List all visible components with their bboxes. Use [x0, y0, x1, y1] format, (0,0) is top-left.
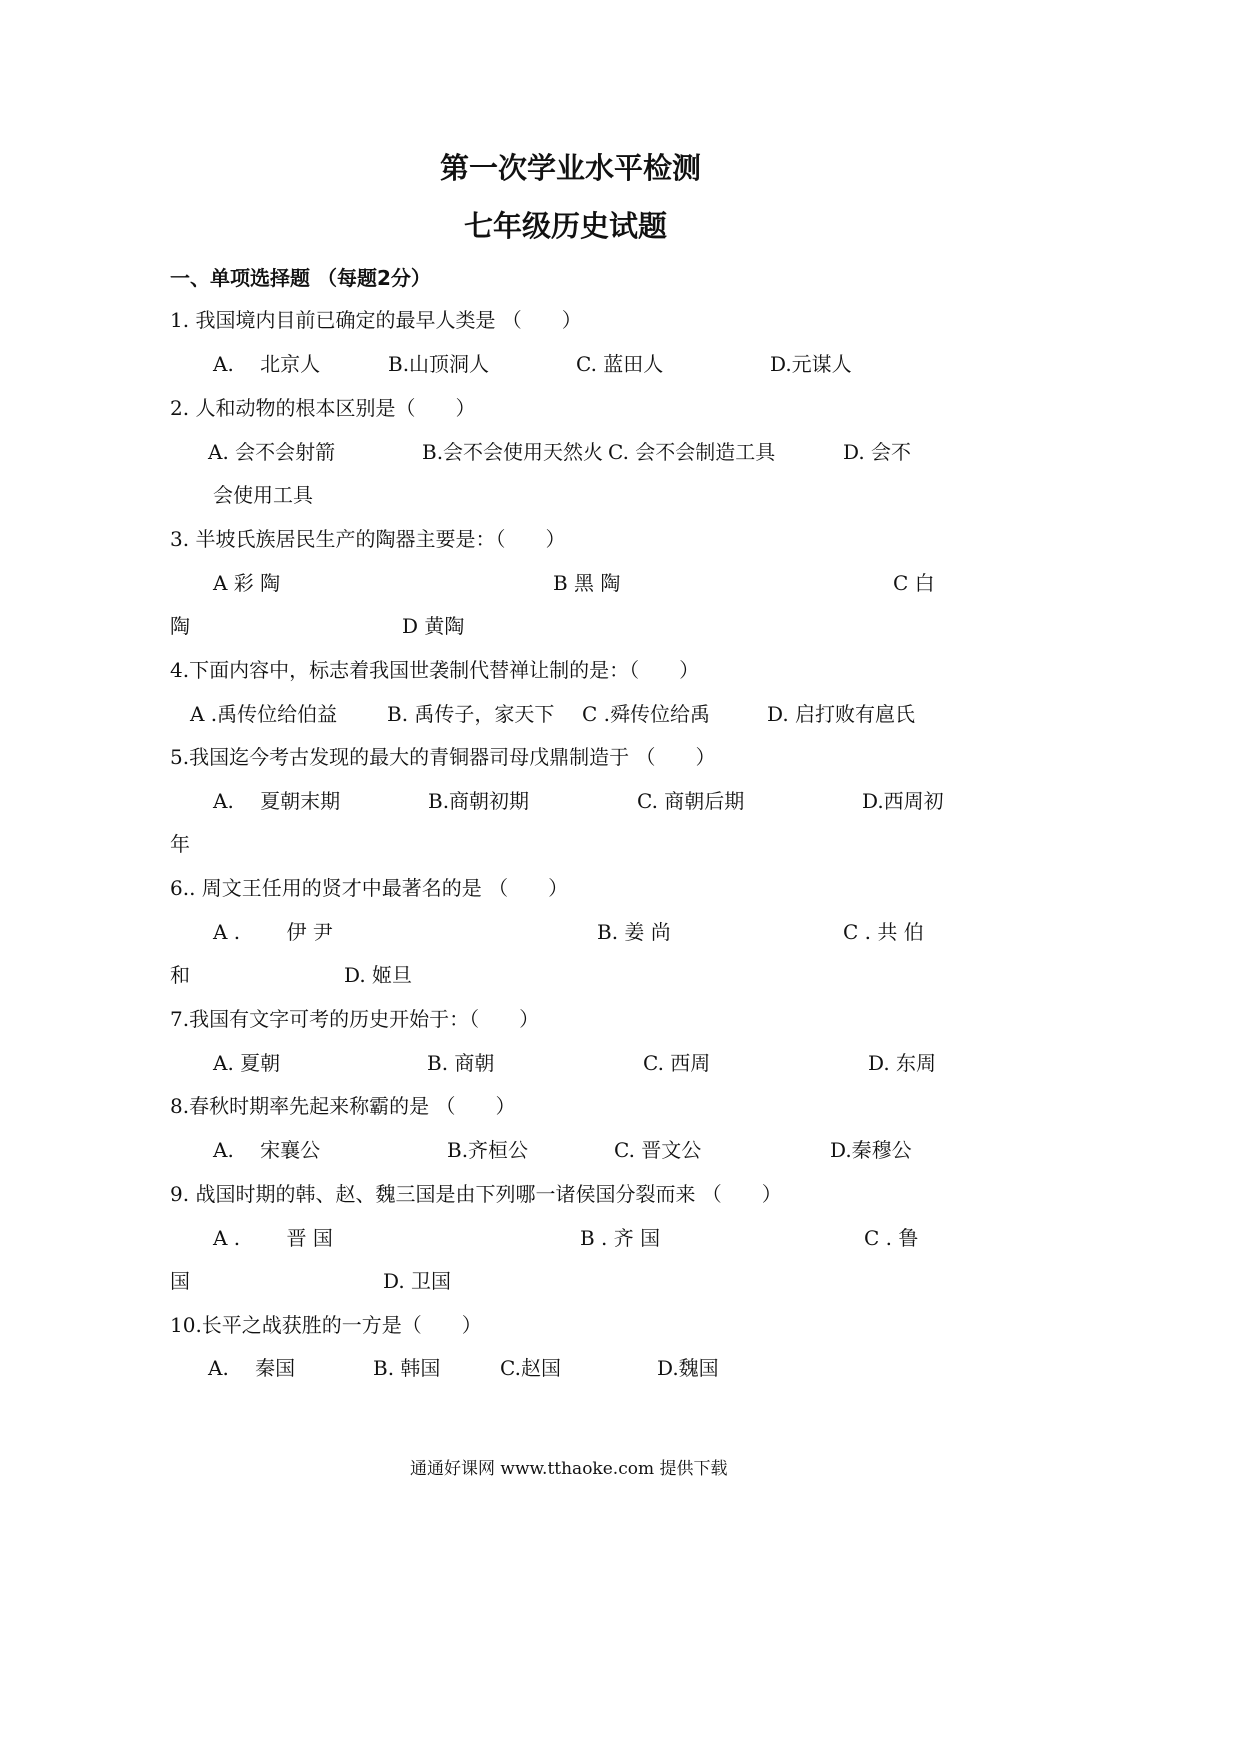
question-8-option-a: A. 宋襄公	[213, 1138, 321, 1162]
question-5-option-d-continued: 年	[170, 832, 190, 856]
question-3-stem: 3. 半坡氏族居民生产的陶器主要是：（ ）	[170, 527, 566, 551]
question-4-option-a: A .禹传位给伯益	[190, 702, 338, 726]
question-3-option-c-continued: 陶	[170, 614, 190, 638]
question-2-option-c: C. 会不会制造工具	[608, 440, 776, 464]
question-3-option-d: D 黄陶	[402, 614, 465, 638]
question-7-option-a: A. 夏朝	[213, 1051, 281, 1075]
question-6-option-b: B. 姜 尚	[597, 920, 671, 944]
question-1-option-b: B.山顶洞人	[388, 352, 490, 376]
question-1-option-a: A. 北京人	[213, 352, 321, 376]
question-6-stem: 6.. 周文王任用的贤才中最著名的是 （ ）	[170, 876, 569, 900]
question-2-option-b: B.会不会使用天然火	[422, 440, 604, 464]
question-7-option-b: B. 商朝	[427, 1051, 495, 1075]
question-8-option-d: D.秦穆公	[830, 1138, 912, 1162]
question-9-option-b: B . 齐 国	[580, 1226, 661, 1250]
question-7-stem: 7.我国有文字可考的历史开始于：（ ）	[170, 1007, 540, 1031]
question-2-option-a: A. 会不会射箭	[208, 440, 336, 464]
question-4-option-b: B. 禹传子，家天下	[387, 702, 555, 726]
question-1-stem: 1. 我国境内目前已确定的最早人类是 （ ）	[170, 308, 582, 332]
question-2-option-d: D. 会不	[843, 440, 912, 464]
question-6-option-a: A . 伊 尹	[213, 920, 333, 944]
question-9-option-d: D. 卫国	[383, 1269, 452, 1293]
question-10-option-d: D.魏国	[657, 1356, 719, 1380]
footer-download-note: 通通好课网 www.tthaoke.com 提供下载	[410, 1459, 728, 1479]
question-1-option-d: D.元谋人	[770, 352, 852, 376]
question-10-option-a: A. 秦国	[208, 1356, 296, 1380]
question-9-option-c-continued: 国	[170, 1269, 190, 1293]
question-10-option-c: C.赵国	[500, 1356, 561, 1380]
question-6-option-c-continued: 和	[170, 963, 190, 987]
question-3-option-b: B 黑 陶	[553, 571, 621, 595]
page-subtitle: 七年级历史试题	[464, 209, 668, 243]
question-6-option-d: D. 姬旦	[344, 963, 413, 987]
question-8-option-b: B.齐桓公	[447, 1138, 529, 1162]
question-4-option-c: C .舜传位给禹	[582, 702, 711, 726]
section-heading: 一、单项选择题 （每题2分）	[170, 266, 431, 290]
question-2-stem: 2. 人和动物的根本区别是（ ）	[170, 396, 476, 420]
question-5-option-a: A. 夏朝末期	[213, 789, 341, 813]
question-3-option-c: C 白	[893, 571, 935, 595]
question-9-option-a: A . 晋 国	[213, 1226, 333, 1250]
question-1-option-c: C. 蓝田人	[576, 352, 664, 376]
question-5-option-c: C. 商朝后期	[637, 789, 745, 813]
question-10-stem: 10.长平之战获胜的一方是（ ）	[170, 1313, 482, 1337]
question-7-option-d: D. 东周	[868, 1051, 937, 1075]
question-8-option-c: C. 晋文公	[614, 1138, 702, 1162]
page-title: 第一次学业水平检测	[440, 151, 702, 185]
question-9-stem: 9. 战国时期的韩、赵、魏三国是由下列哪一诸侯国分裂而来 （ ）	[170, 1182, 782, 1206]
question-5-option-b: B.商朝初期	[428, 789, 530, 813]
question-5-option-d: D.西周初	[862, 789, 944, 813]
question-6-option-c: C . 共 伯	[843, 920, 924, 944]
question-3-option-a: A 彩 陶	[213, 571, 281, 595]
question-4-stem: 4.下面内容中，标志着我国世袭制代替禅让制的是：（ ）	[170, 658, 700, 682]
question-10-option-b: B. 韩国	[373, 1356, 441, 1380]
question-8-stem: 8.春秋时期率先起来称霸的是 （ ）	[170, 1094, 516, 1118]
question-4-option-d: D. 启打败有扈氏	[767, 702, 916, 726]
question-5-stem: 5.我国迄今考古发现的最大的青铜器司母戊鼎制造于 （ ）	[170, 745, 716, 769]
question-9-option-c: C . 鲁	[864, 1226, 919, 1250]
question-7-option-c: C. 西周	[643, 1051, 711, 1075]
question-2-option-d-continued: 会使用工具	[213, 483, 313, 507]
